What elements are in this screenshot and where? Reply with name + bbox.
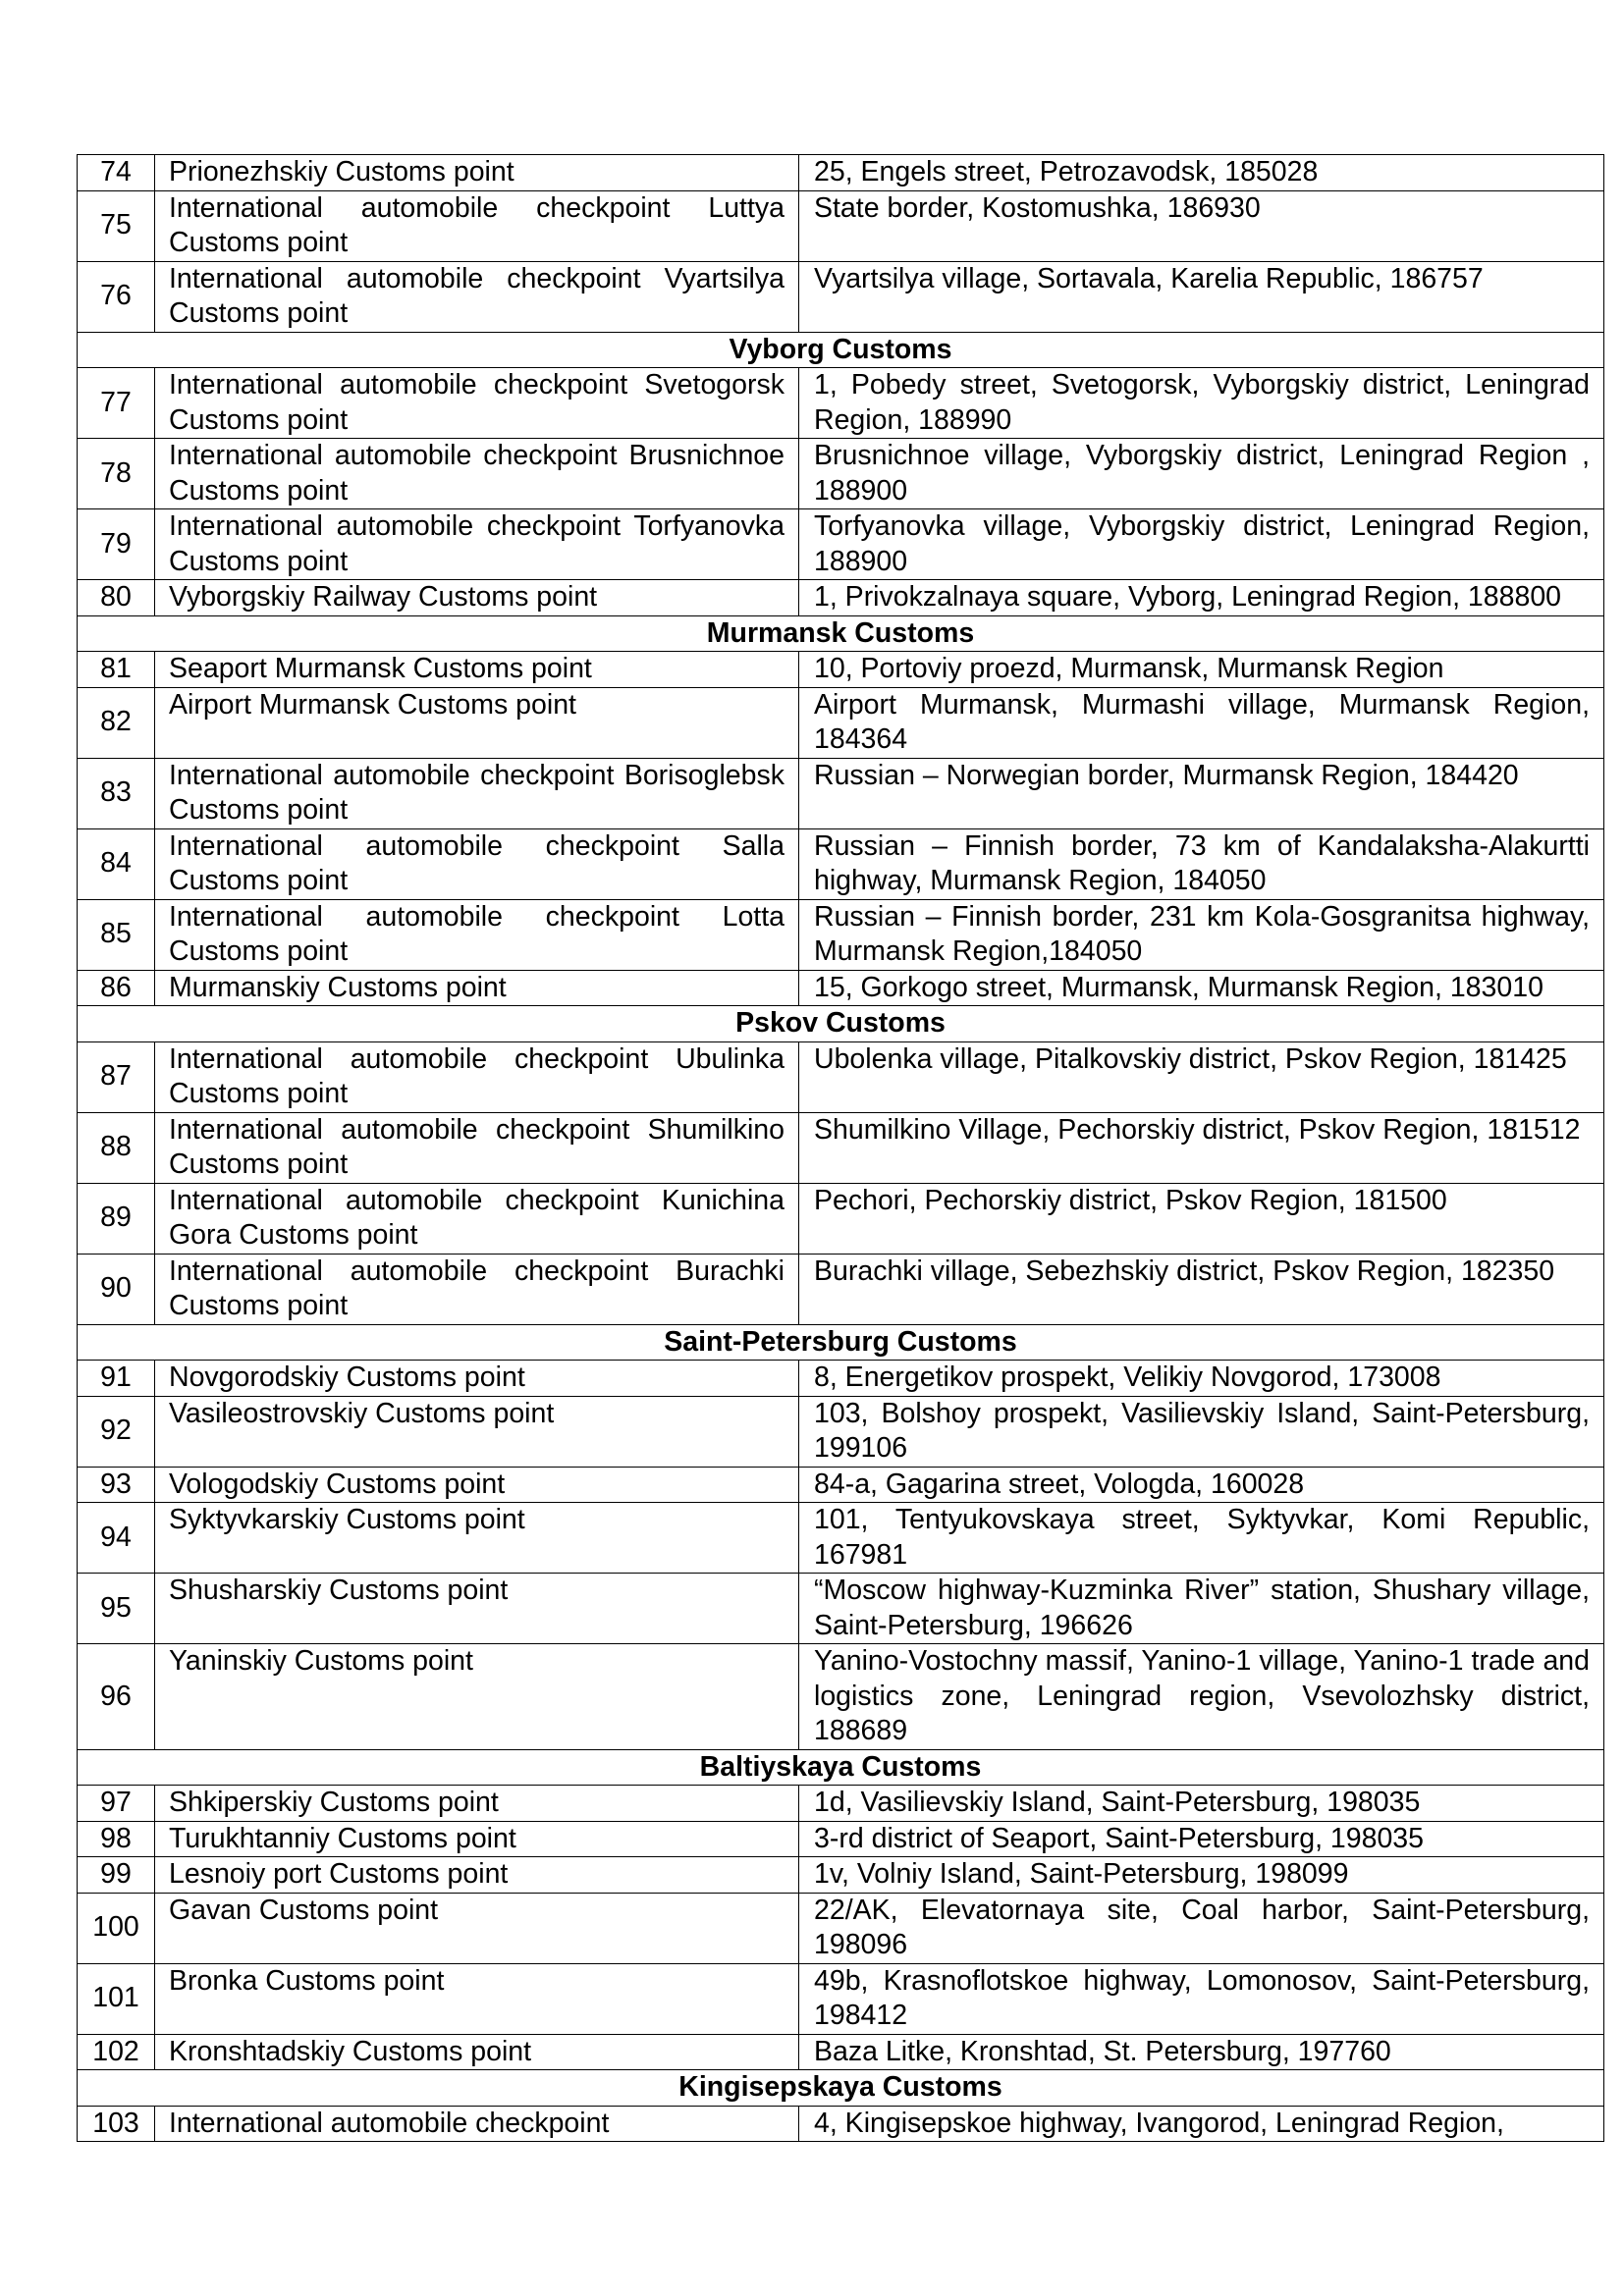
section-header-row bbox=[78, 1324, 1604, 1361]
table-row bbox=[78, 758, 1604, 828]
customs-point-name: International automobile checkpoint Borisoglebsk Customs point bbox=[155, 758, 799, 828]
section-header-row bbox=[78, 2070, 1604, 2107]
section-title: Baltiyskaya Customs bbox=[78, 1749, 1604, 1786]
customs-point-address: 103, Bolshoy prospekt, Vasilievskiy Island, Saint-Petersburg, 199106 bbox=[799, 1396, 1604, 1467]
row-number: 102 bbox=[78, 2034, 155, 2070]
row-number: 103 bbox=[78, 2106, 155, 2142]
customs-point-name: Syktyvkarskiy Customs point bbox=[155, 1503, 799, 1574]
section-title: Vyborg Customs bbox=[78, 332, 1604, 368]
customs-point-name: Airport Murmansk Customs point bbox=[155, 687, 799, 758]
row-number: 101 bbox=[78, 1963, 155, 2034]
customs-point-address: 1v, Volniy Island, Saint-Petersburg, 198099 bbox=[799, 1857, 1604, 1894]
customs-point-address: Vyartsilya village, Sortavala, Karelia Republic, 186757 bbox=[799, 261, 1604, 332]
table-row bbox=[78, 1112, 1604, 1183]
customs-point-address: 49b, Krasnoflotskoe highway, Lomonosov, Saint-Petersburg, 198412 bbox=[799, 1963, 1604, 2034]
customs-point-name: Gavan Customs point bbox=[155, 1893, 799, 1963]
row-number: 90 bbox=[78, 1254, 155, 1324]
customs-point-name: Vyborgskiy Railway Customs point bbox=[155, 580, 799, 616]
row-number: 77 bbox=[78, 368, 155, 439]
table-row bbox=[78, 368, 1604, 439]
row-number: 83 bbox=[78, 758, 155, 828]
customs-point-name: International automobile checkpoint Burachki Customs point bbox=[155, 1254, 799, 1324]
customs-point-address: 8, Energetikov prospekt, Velikiy Novgorod, 173008 bbox=[799, 1361, 1604, 1397]
customs-point-address: 101, Tentyukovskaya street, Syktyvkar, Komi Republic, 167981 bbox=[799, 1503, 1604, 1574]
row-number: 78 bbox=[78, 439, 155, 509]
row-number: 79 bbox=[78, 509, 155, 580]
customs-point-name: International automobile checkpoint Svetogorsk Customs point bbox=[155, 368, 799, 439]
customs-point-name: Seaport Murmansk Customs point bbox=[155, 652, 799, 688]
table-row bbox=[78, 509, 1604, 580]
row-number: 81 bbox=[78, 652, 155, 688]
customs-point-address: 4, Kingisepskoe highway, Ivangorod, Leningrad Region, bbox=[799, 2106, 1604, 2142]
row-number: 76 bbox=[78, 261, 155, 332]
row-number: 89 bbox=[78, 1183, 155, 1254]
row-number: 99 bbox=[78, 1857, 155, 1894]
customs-point-address: “Moscow highway-Kuzminka River” station, Shushary village, Saint-Petersburg, 196626 bbox=[799, 1574, 1604, 1644]
table-row bbox=[78, 1821, 1604, 1857]
customs-point-name: International automobile checkpoint Luttya Customs point bbox=[155, 190, 799, 261]
row-number: 82 bbox=[78, 687, 155, 758]
customs-point-address: Brusnichnoe village, Vyborgskiy district, Leningrad Region , 188900 bbox=[799, 439, 1604, 509]
customs-point-address: Torfyanovka village, Vyborgskiy district, Leningrad Region, 188900 bbox=[799, 509, 1604, 580]
table-row bbox=[78, 2034, 1604, 2070]
row-number: 85 bbox=[78, 899, 155, 970]
customs-point-name: International automobile checkpoint Lotta Customs point bbox=[155, 899, 799, 970]
table-row bbox=[78, 1644, 1604, 1750]
section-header-row bbox=[78, 1006, 1604, 1042]
row-number: 87 bbox=[78, 1041, 155, 1112]
table-row bbox=[78, 2106, 1604, 2142]
customs-point-name: International automobile checkpoint Kunichina Gora Customs point bbox=[155, 1183, 799, 1254]
row-number: 97 bbox=[78, 1786, 155, 1822]
row-number: 96 bbox=[78, 1644, 155, 1750]
section-header-row bbox=[78, 332, 1604, 368]
table-row bbox=[78, 580, 1604, 616]
table-row bbox=[78, 1786, 1604, 1822]
customs-point-address: 1, Privokzalnaya square, Vyborg, Leningrad Region, 188800 bbox=[799, 580, 1604, 616]
customs-point-name: Shusharskiy Customs point bbox=[155, 1574, 799, 1644]
customs-point-address: 15, Gorkogo street, Murmansk, Murmansk Region, 183010 bbox=[799, 970, 1604, 1006]
row-number: 74 bbox=[78, 155, 155, 191]
section-title: Kingisepskaya Customs bbox=[78, 2070, 1604, 2107]
table-row bbox=[78, 1396, 1604, 1467]
customs-point-name: International automobile checkpoint Vyartsilya Customs point bbox=[155, 261, 799, 332]
customs-point-name: Vasileostrovskiy Customs point bbox=[155, 1396, 799, 1467]
customs-point-address: 3-rd district of Seaport, Saint-Petersburg, 198035 bbox=[799, 1821, 1604, 1857]
customs-point-name: International automobile checkpoint Ubulinka Customs point bbox=[155, 1041, 799, 1112]
customs-point-address: State border, Kostomushka, 186930 bbox=[799, 190, 1604, 261]
table-row bbox=[78, 970, 1604, 1006]
table-row bbox=[78, 439, 1604, 509]
row-number: 84 bbox=[78, 828, 155, 899]
row-number: 98 bbox=[78, 1821, 155, 1857]
customs-point-name: Prionezhskiy Customs point bbox=[155, 155, 799, 191]
customs-point-name: International automobile checkpoint Salla Customs point bbox=[155, 828, 799, 899]
row-number: 75 bbox=[78, 190, 155, 261]
customs-point-address: Russian – Norwegian border, Murmansk Region, 184420 bbox=[799, 758, 1604, 828]
table-row bbox=[78, 828, 1604, 899]
row-number: 94 bbox=[78, 1503, 155, 1574]
customs-point-address: 25, Engels street, Petrozavodsk, 185028 bbox=[799, 155, 1604, 191]
customs-point-name: Murmanskiy Customs point bbox=[155, 970, 799, 1006]
customs-point-address: Russian – Finnish border, 231 km Kola-Gosgranitsa highway, Murmansk Region,184050 bbox=[799, 899, 1604, 970]
customs-point-name: International automobile checkpoint Brusnichnoe Customs point bbox=[155, 439, 799, 509]
customs-point-address: 1, Pobedy street, Svetogorsk, Vyborgskiy district, Leningrad Region, 188990 bbox=[799, 368, 1604, 439]
customs-point-name: International automobile checkpoint bbox=[155, 2106, 799, 2142]
customs-point-address: Pechori, Pechorskiy district, Pskov Region, 181500 bbox=[799, 1183, 1604, 1254]
customs-point-address: 22/AK, Elevatornaya site, Coal harbor, Saint-Petersburg, 198096 bbox=[799, 1893, 1604, 1963]
customs-point-address: Baza Litke, Kronshtad, St. Petersburg, 197760 bbox=[799, 2034, 1604, 2070]
row-number: 93 bbox=[78, 1467, 155, 1503]
table-row bbox=[78, 687, 1604, 758]
table-row bbox=[78, 190, 1604, 261]
section-title: Pskov Customs bbox=[78, 1006, 1604, 1042]
row-number: 92 bbox=[78, 1396, 155, 1467]
customs-point-name: International automobile checkpoint Shumilkino Customs point bbox=[155, 1112, 799, 1183]
customs-point-address: Burachki village, Sebezhskiy district, Pskov Region, 182350 bbox=[799, 1254, 1604, 1324]
customs-point-address: 10, Portoviy proezd, Murmansk, Murmansk Region bbox=[799, 652, 1604, 688]
table-row bbox=[78, 1467, 1604, 1503]
section-title: Saint-Petersburg Customs bbox=[78, 1324, 1604, 1361]
section-header-row bbox=[78, 1749, 1604, 1786]
customs-point-name: Novgorodskiy Customs point bbox=[155, 1361, 799, 1397]
table-row bbox=[78, 1963, 1604, 2034]
customs-point-name: Lesnoiy port Customs point bbox=[155, 1857, 799, 1894]
table-row bbox=[78, 155, 1604, 191]
customs-point-address: Airport Murmansk, Murmashi village, Murmansk Region, 184364 bbox=[799, 687, 1604, 758]
row-number: 95 bbox=[78, 1574, 155, 1644]
row-number: 86 bbox=[78, 970, 155, 1006]
customs-point-address: Ubolenka village, Pitalkovskiy district, Pskov Region, 181425 bbox=[799, 1041, 1604, 1112]
table-row bbox=[78, 1574, 1604, 1644]
customs-point-address: 84-a, Gagarina street, Vologda, 160028 bbox=[799, 1467, 1604, 1503]
table-row bbox=[78, 261, 1604, 332]
table-row bbox=[78, 1893, 1604, 1963]
table-row bbox=[78, 652, 1604, 688]
customs-point-address: Yanino-Vostochny massif, Yanino-1 village, Yanino-1 trade and logistics zone, Leningrad region, Vsevolozhsky district, 188689 bbox=[799, 1644, 1604, 1750]
table-row bbox=[78, 1254, 1604, 1324]
table-row bbox=[78, 1503, 1604, 1574]
section-header-row bbox=[78, 615, 1604, 652]
customs-point-address: Russian – Finnish border, 73 km of Kandalaksha-Alakurtti highway, Murmansk Region, 184050 bbox=[799, 828, 1604, 899]
customs-point-name: Kronshtadskiy Customs point bbox=[155, 2034, 799, 2070]
customs-point-address: Shumilkino Village, Pechorskiy district, Pskov Region, 181512 bbox=[799, 1112, 1604, 1183]
row-number: 100 bbox=[78, 1893, 155, 1963]
customs-point-name: Turukhtanniy Customs point bbox=[155, 1821, 799, 1857]
table-row bbox=[78, 1857, 1604, 1894]
table-row bbox=[78, 1041, 1604, 1112]
customs-point-name: Bronka Customs point bbox=[155, 1963, 799, 2034]
table-row bbox=[78, 1183, 1604, 1254]
customs-point-address: 1d, Vasilievskiy Island, Saint-Petersburg, 198035 bbox=[799, 1786, 1604, 1822]
customs-point-name: Yaninskiy Customs point bbox=[155, 1644, 799, 1750]
row-number: 91 bbox=[78, 1361, 155, 1397]
customs-points-table bbox=[77, 154, 1604, 2142]
row-number: 80 bbox=[78, 580, 155, 616]
table-row bbox=[78, 899, 1604, 970]
table-row bbox=[78, 1361, 1604, 1397]
section-title: Murmansk Customs bbox=[78, 615, 1604, 652]
row-number: 88 bbox=[78, 1112, 155, 1183]
customs-point-name: Vologodskiy Customs point bbox=[155, 1467, 799, 1503]
customs-point-name: International automobile checkpoint Torfyanovka Customs point bbox=[155, 509, 799, 580]
customs-point-name: Shkiperskiy Customs point bbox=[155, 1786, 799, 1822]
